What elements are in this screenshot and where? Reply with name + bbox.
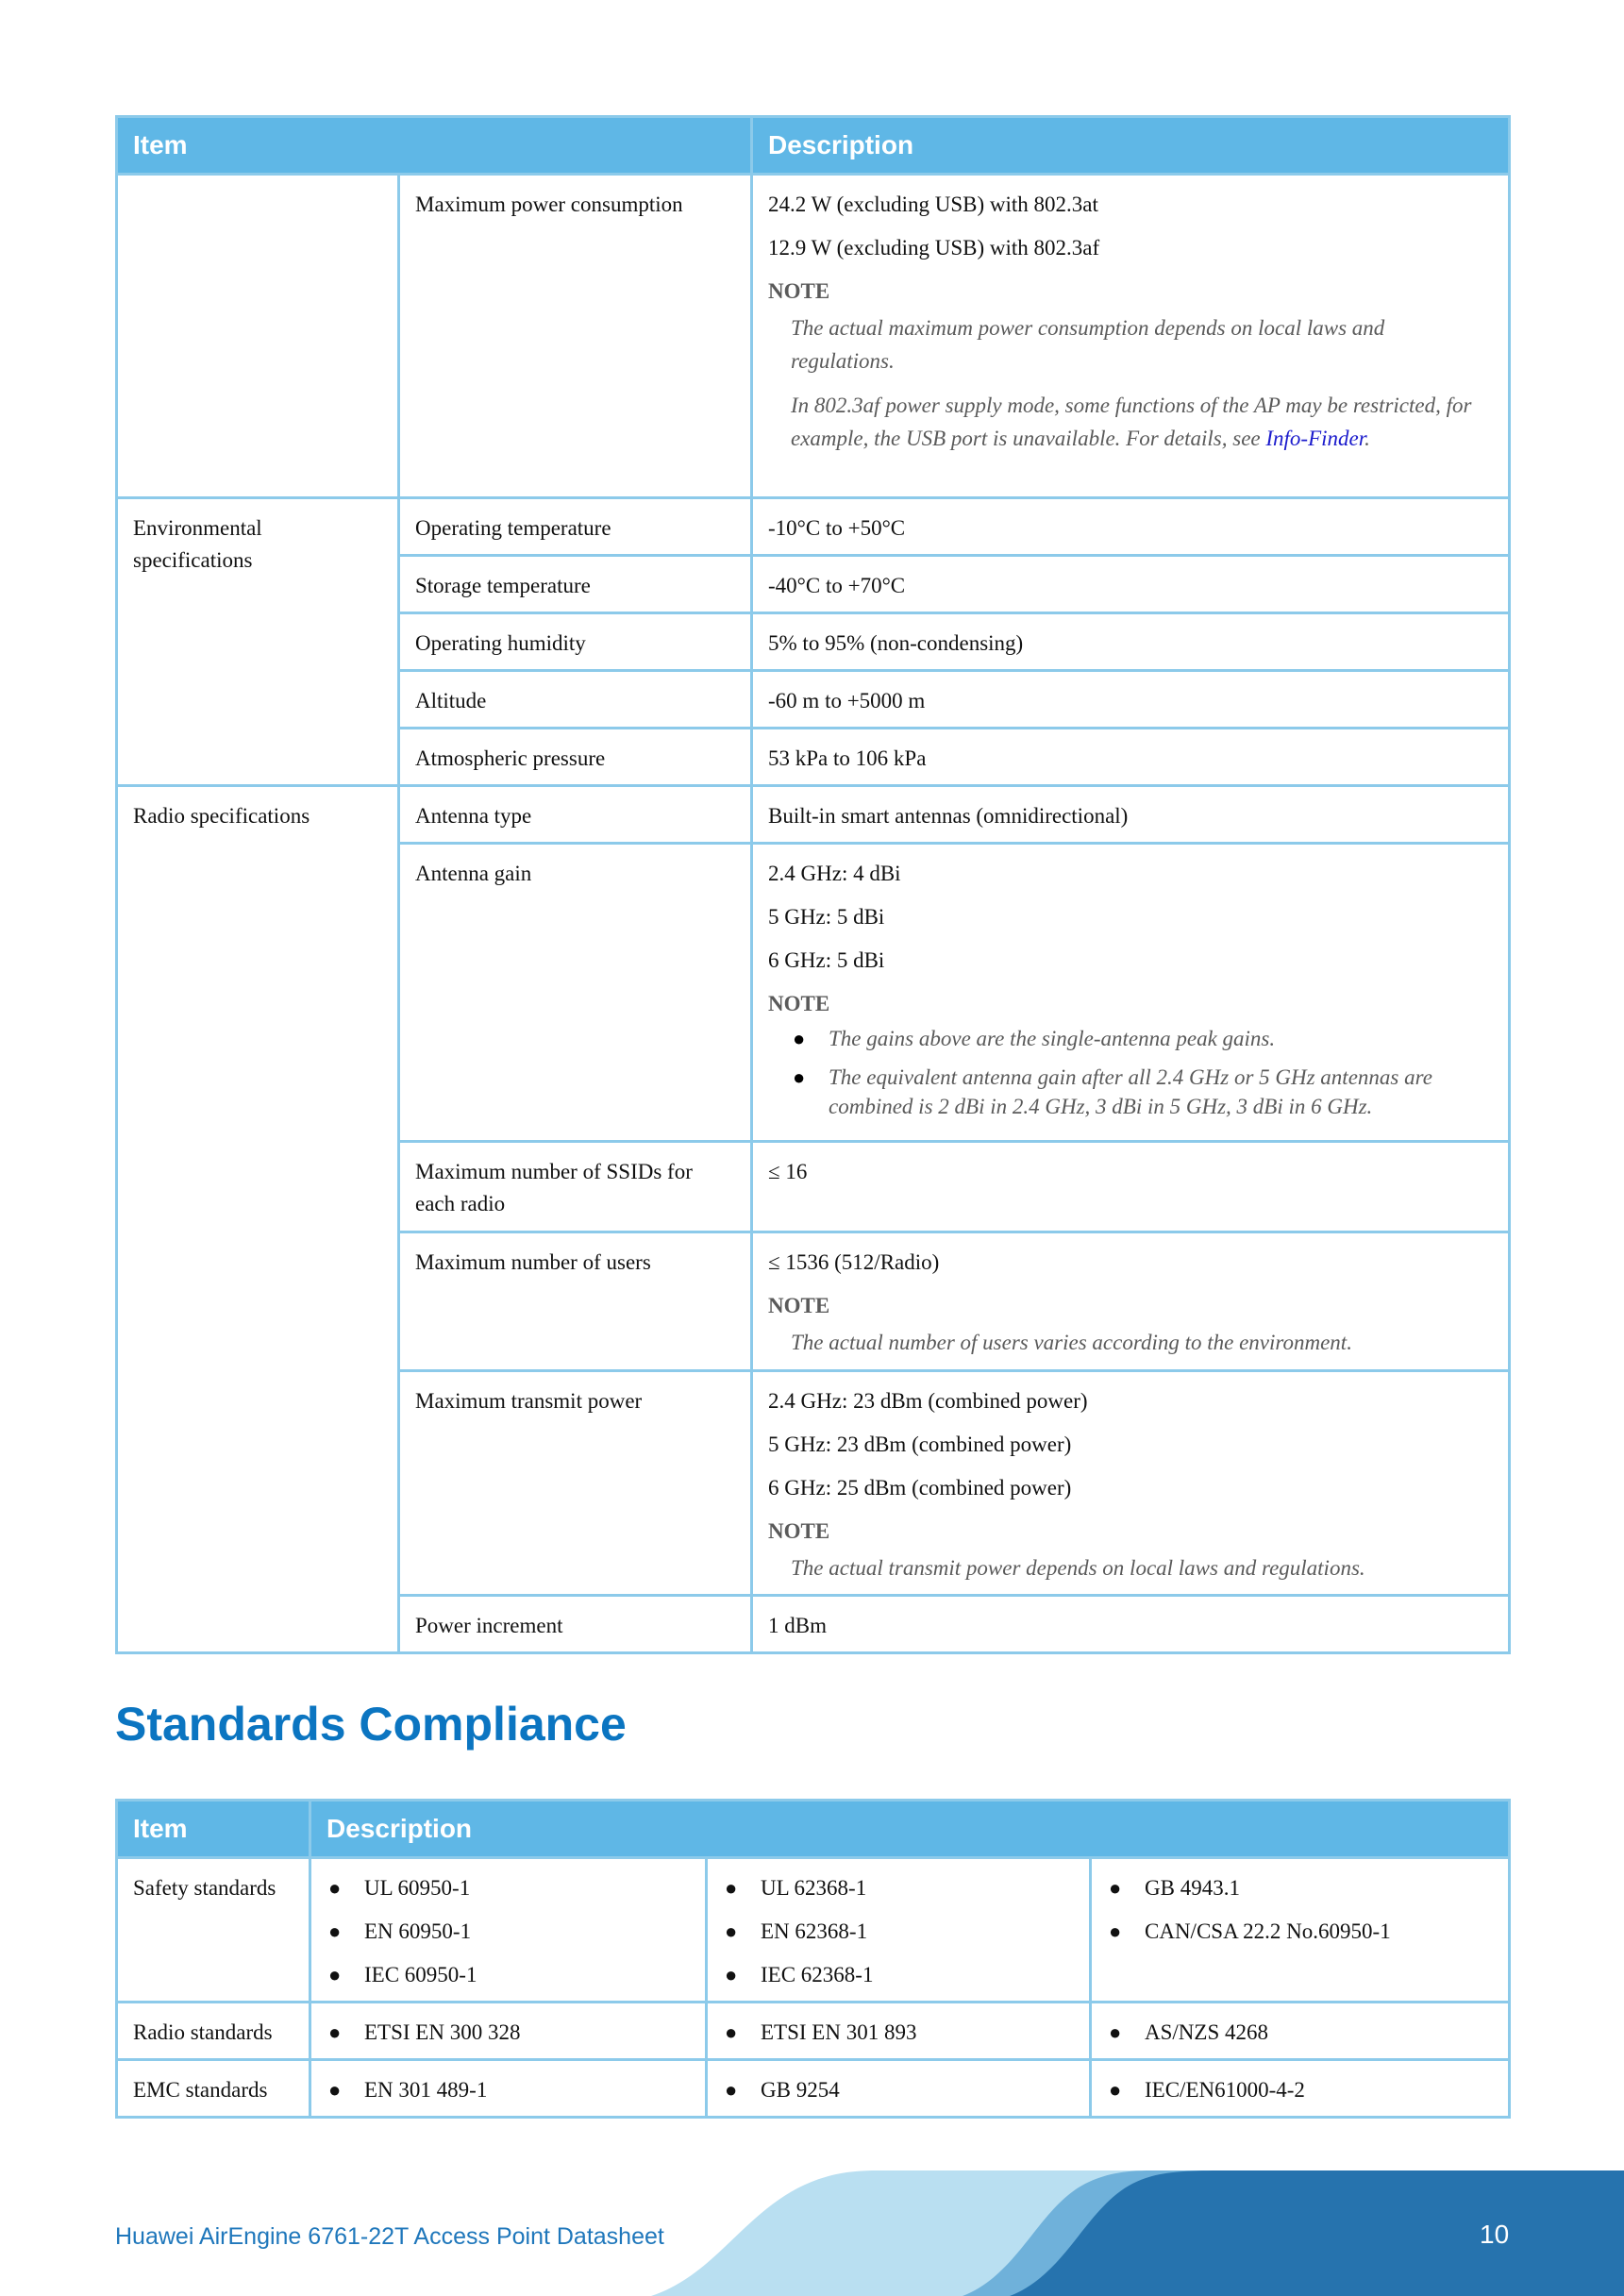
description-cell <box>752 1142 1510 1232</box>
bullet-icon: ● <box>328 2020 342 2044</box>
header-description: Description <box>752 117 1510 175</box>
list-item: ● AS/NZS 4268 <box>1107 2017 1493 2049</box>
description-cell <box>752 556 1510 613</box>
description-cell <box>752 498 1510 556</box>
description-cell <box>707 1858 1091 2003</box>
list-item: ● GB 9254 <box>723 2074 1074 2106</box>
description-cell <box>752 671 1510 729</box>
item-value: 1 dBm <box>768 1614 827 1637</box>
description-cell <box>310 2003 707 2060</box>
item-label: Operating humidity <box>415 631 586 655</box>
list-item: ● IEC 60950-1 <box>326 1959 690 1991</box>
item-value: ≤ 16 <box>768 1160 808 1183</box>
item-label: Power increment <box>415 1614 563 1637</box>
list-item: ● EN 301 489-1 <box>326 2074 690 2106</box>
item-label: Antenna gain <box>415 862 532 885</box>
description-cell <box>707 2003 1091 2060</box>
note-label: NOTE <box>768 992 830 1015</box>
item-label: Storage temperature <box>415 574 591 597</box>
bullet-icon: ● <box>328 2078 342 2102</box>
description-cell <box>752 1232 1510 1371</box>
item-cell <box>117 1858 310 2003</box>
list-item: ● GB 4943.1 <box>1107 1872 1493 1904</box>
list-item: ● ETSI EN 301 893 <box>723 2017 1074 2049</box>
bullet-icon: ● <box>1109 1919 1122 1943</box>
item-value: 5% to 95% (non-condensing) <box>768 631 1024 655</box>
description-cell <box>752 786 1510 844</box>
note-list <box>768 1024 1493 1121</box>
note-text: The actual number of users varies according to the environment. <box>791 1331 1352 1354</box>
bullet-icon: ● <box>725 1876 738 1900</box>
value-line: 5 GHz: 23 dBm (combined power) <box>768 1433 1072 1456</box>
table-row <box>117 1858 1510 2003</box>
category-label: Radio specifications <box>133 804 310 828</box>
description-cell <box>1091 2060 1510 2118</box>
standards-table <box>115 1799 1511 2119</box>
item-value: -10°C to +50°C <box>768 516 906 540</box>
item-cell <box>399 1596 752 1653</box>
table-row <box>117 175 1510 498</box>
value-line: 5 GHz: 5 dBi <box>768 905 885 929</box>
table-header-row <box>117 117 1510 175</box>
category-cell <box>117 786 399 1653</box>
note-item: ● The gains above are the single-antenna peak gains. <box>791 1024 1493 1053</box>
description-cell <box>310 1858 707 2003</box>
list-item: ● EN 60950-1 <box>326 1916 690 1948</box>
bullet-icon: ● <box>1109 2020 1122 2044</box>
bullet-icon: ● <box>725 2078 738 2102</box>
item-value: -60 m to +5000 m <box>768 689 926 712</box>
value-line: 2.4 GHz: 23 dBm (combined power) <box>768 1389 1088 1413</box>
table-row <box>117 2003 1510 2060</box>
footer-document-title: Huawei AirEngine 6761-22T Access Point Datasheet <box>115 2223 664 2250</box>
description-cell <box>752 844 1510 1142</box>
table-row <box>117 2060 1510 2118</box>
table-row <box>117 498 1510 556</box>
bullet-icon: ● <box>1109 2078 1122 2102</box>
value-line: 12.9 W (excluding USB) with 802.3af <box>768 236 1100 260</box>
item-label: Maximum number of SSIDs for each radio <box>415 1160 693 1215</box>
category-cell-empty <box>117 175 399 498</box>
list-item: ● ETSI EN 300 328 <box>326 2017 690 2049</box>
item-cell <box>399 729 752 786</box>
item-label: Atmospheric pressure <box>415 746 606 770</box>
category-cell <box>117 498 399 786</box>
description-cell <box>310 2060 707 2118</box>
item-cell <box>399 556 752 613</box>
item-cell <box>399 175 752 498</box>
category-label: Environmental specifications <box>133 516 262 572</box>
item-label: Maximum transmit power <box>415 1389 643 1413</box>
specifications-table <box>115 115 1511 1654</box>
list-item: ● UL 60950-1 <box>326 1872 690 1904</box>
item-cell <box>117 2060 310 2118</box>
description-cell <box>752 1371 1510 1596</box>
note-text-with-link: In 802.3af power supply mode, some functions of the AP may be restricted, for example, the USB port is unavailable. For details, see Info-Finder. <box>791 394 1472 450</box>
bullet-icon: ● <box>793 1065 806 1089</box>
item-label: Operating temperature <box>415 516 611 540</box>
header-description: Description <box>310 1801 1510 1858</box>
note-label: NOTE <box>768 1294 830 1317</box>
item-cell <box>399 498 752 556</box>
value-line: 2.4 GHz: 4 dBi <box>768 862 901 885</box>
item-label: Safety standards <box>133 1876 276 1900</box>
value-line: 24.2 W (excluding USB) with 802.3at <box>768 193 1098 216</box>
item-cell <box>399 786 752 844</box>
page-number: 10 <box>1480 2220 1510 2249</box>
value-line: 6 GHz: 5 dBi <box>768 948 885 972</box>
standards-list <box>1107 1872 1493 1948</box>
value-line: 6 GHz: 25 dBm (combined power) <box>768 1476 1072 1500</box>
item-cell <box>117 2003 310 2060</box>
item-value: -40°C to +70°C <box>768 574 906 597</box>
bullet-icon: ● <box>725 1919 738 1943</box>
item-cell <box>399 1371 752 1596</box>
bullet-icon: ● <box>725 1963 738 1986</box>
list-item: ● IEC 62368-1 <box>723 1959 1074 1991</box>
bullet-icon: ● <box>328 1919 342 1943</box>
note-text: In 802.3af power supply mode, some functions of the AP may be restricted, for example, the USB port is unavailable. For details, see <box>791 394 1472 450</box>
list-item: ● CAN/CSA 22.2 No.60950-1 <box>1107 1916 1493 1948</box>
description-cell <box>752 175 1510 498</box>
list-item: ● IEC/EN61000-4-2 <box>1107 2074 1493 2106</box>
bullet-icon: ● <box>1109 1876 1122 1900</box>
description-cell <box>707 2060 1091 2118</box>
description-cell <box>752 1596 1510 1653</box>
item-label: Maximum number of users <box>415 1250 651 1274</box>
table-row <box>117 786 1510 844</box>
section-title: Standards Compliance <box>115 1698 627 1751</box>
list-item: ● UL 62368-1 <box>723 1872 1074 1904</box>
note-text: The actual transmit power depends on local laws and regulations. <box>791 1556 1365 1580</box>
standards-list <box>723 1872 1074 1991</box>
description-cell <box>752 613 1510 671</box>
item-label: Maximum power consumption <box>415 193 683 216</box>
bullet-icon: ● <box>725 2020 738 2044</box>
item-value: Built-in smart antennas (omnidirectional) <box>768 804 1129 828</box>
standards-list <box>326 1872 690 1991</box>
header-item: Item <box>117 1801 310 1858</box>
item-cell <box>399 844 752 1142</box>
item-label: EMC standards <box>133 2078 268 2102</box>
item-label: Antenna type <box>415 804 532 828</box>
bullet-icon: ● <box>328 1963 342 1986</box>
item-label: Altitude <box>415 689 487 712</box>
table-header-row <box>117 1801 1510 1858</box>
description-cell <box>1091 1858 1510 2003</box>
value-line: ≤ 1536 (512/Radio) <box>768 1250 940 1274</box>
note-item: ● The equivalent antenna gain after all 2.4 GHz or 5 GHz antennas are combined is 2 dBi in 2.4 GHz, 3 dBi in 5 GHz, 3 dBi in 6 GHz. <box>791 1063 1493 1121</box>
bullet-icon: ● <box>328 1876 342 1900</box>
list-item: ● EN 62368-1 <box>723 1916 1074 1948</box>
item-cell <box>399 1142 752 1232</box>
item-label: Radio standards <box>133 2020 273 2044</box>
item-cell <box>399 1232 752 1371</box>
description-cell <box>1091 2003 1510 2060</box>
header-item: Item <box>117 117 752 175</box>
item-cell <box>399 671 752 729</box>
note-label: NOTE <box>768 279 830 303</box>
bullet-icon: ● <box>793 1027 806 1050</box>
item-value: 53 kPa to 106 kPa <box>768 746 927 770</box>
note-text: The actual maximum power consumption depends on local laws and regulations. <box>791 316 1385 373</box>
note-label: NOTE <box>768 1519 830 1543</box>
info-finder-link[interactable]: Info-Finder <box>1265 427 1365 450</box>
item-cell <box>399 613 752 671</box>
description-cell <box>752 729 1510 786</box>
